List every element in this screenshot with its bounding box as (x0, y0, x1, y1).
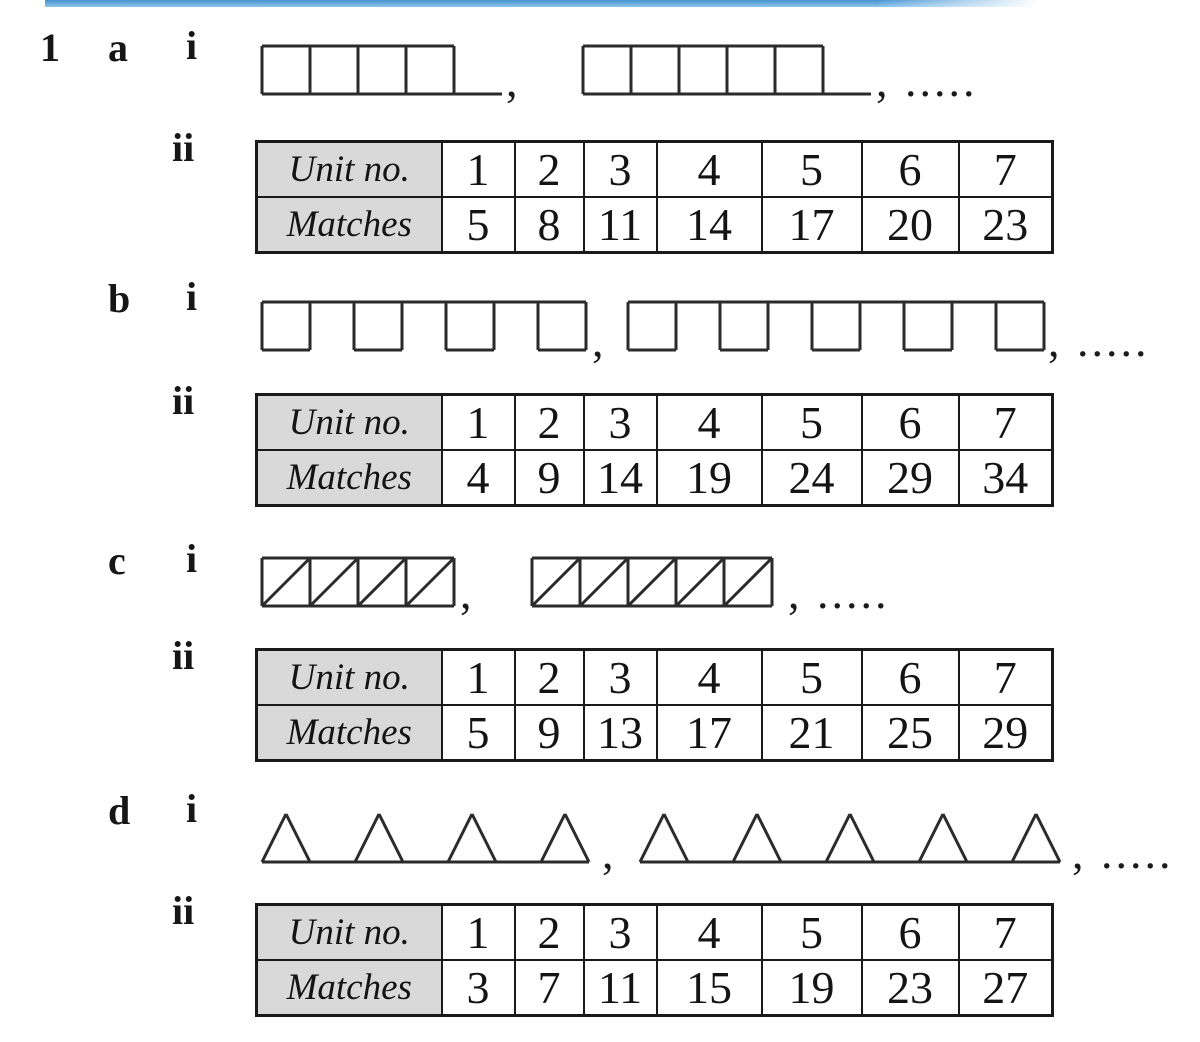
unit-no-value-cell: 4 (657, 905, 762, 961)
matches-value-cell: 23 (959, 197, 1053, 253)
unit-no-value-cell: 4 (657, 142, 762, 198)
unit-no-value-cell: 1 (442, 650, 515, 706)
unit-no-value-cell: 7 (959, 905, 1053, 961)
matches-value-cell: 11 (584, 197, 657, 253)
sub-label-a-i: i (186, 23, 198, 68)
unit-no-value-cell: 1 (442, 142, 515, 198)
unit-no-value-cell: 2 (515, 142, 584, 198)
unit-no-value-cell: 4 (657, 650, 762, 706)
unit-no-header-cell: Unit no. (257, 395, 442, 451)
part-label-d: d (108, 788, 131, 833)
matches-value-cell: 7 (515, 960, 584, 1016)
matches-value-cell: 20 (862, 197, 959, 253)
sub-label-c-ii: ii (172, 633, 195, 678)
figure-a-joined-squares (260, 40, 940, 111)
unit-no-value-cell: 3 (584, 650, 657, 706)
unit-no-value-cell: 3 (584, 905, 657, 961)
comma: , (602, 827, 617, 878)
unit-no-row (257, 395, 1053, 451)
unit-no-value-cell: 2 (515, 395, 584, 451)
unit-no-value-cell: 5 (762, 395, 862, 451)
matches-value-cell: 19 (657, 450, 762, 506)
sub-label-a-ii: ii (172, 125, 195, 170)
matches-value-cell: 24 (762, 450, 862, 506)
matches-value-cell: 14 (657, 197, 762, 253)
matches-value-cell: 14 (584, 450, 657, 506)
matches-value-cell: 11 (584, 960, 657, 1016)
unit-no-row (257, 905, 1053, 961)
sub-label-d-i: i (186, 786, 198, 831)
unit-no-value-cell: 2 (515, 650, 584, 706)
unit-no-value-cell: 5 (762, 905, 862, 961)
matches-value-cell: 9 (515, 450, 584, 506)
part-label-c: c (108, 538, 126, 583)
unit-no-value-cell: 6 (862, 142, 959, 198)
unit-no-value-cell: 1 (442, 905, 515, 961)
part-label-b: b (108, 276, 131, 321)
matches-value-cell: 5 (442, 705, 515, 761)
matches-header-cell: Matches (257, 450, 442, 506)
matches-value-cell: 17 (762, 197, 862, 253)
sub-label-d-ii: ii (172, 888, 195, 933)
matches-value-cell: 5 (442, 197, 515, 253)
table-a-unit-matches (255, 140, 1054, 254)
unit-no-row (257, 650, 1053, 706)
matches-value-cell: 21 (762, 705, 862, 761)
unit-no-value-cell: 3 (584, 142, 657, 198)
matches-row (257, 450, 1053, 506)
unit-no-value-cell: 1 (442, 395, 515, 451)
unit-no-header-cell: Unit no. (257, 650, 442, 706)
matches-value-cell: 19 (762, 960, 862, 1016)
matches-value-cell: 3 (442, 960, 515, 1016)
unit-no-value-cell: 5 (762, 650, 862, 706)
ellipsis: , ..... (1048, 315, 1150, 366)
unit-no-value-cell: 7 (959, 650, 1053, 706)
figure-b-spaced-squares (260, 298, 1060, 366)
matches-value-cell: 27 (959, 960, 1053, 1016)
matches-value-cell: 4 (442, 450, 515, 506)
unit-no-value-cell: 7 (959, 142, 1053, 198)
matches-value-cell: 8 (515, 197, 584, 253)
matches-value-cell: 29 (959, 705, 1053, 761)
matchstick-diagram-svg (260, 554, 820, 618)
matches-header-cell: Matches (257, 197, 442, 253)
unit-no-row (257, 142, 1053, 198)
matches-row (257, 197, 1053, 253)
unit-no-value-cell: 7 (959, 395, 1053, 451)
sub-label-b-ii: ii (172, 378, 195, 423)
figure-c-diagonal-squares (260, 554, 820, 619)
matches-value-cell: 15 (657, 960, 762, 1016)
matches-row (257, 705, 1053, 761)
matches-value-cell: 13 (584, 705, 657, 761)
table-d-unit-matches (255, 903, 1054, 1017)
matchstick-diagram-svg (260, 298, 1060, 358)
comma: , (460, 567, 475, 618)
unit-no-value-cell: 3 (584, 395, 657, 451)
part-label-a: a (108, 25, 128, 70)
matches-row (257, 960, 1053, 1016)
sub-label-b-i: i (186, 274, 198, 319)
matches-header-cell: Matches (257, 960, 442, 1016)
matchstick-diagram-svg (260, 40, 940, 106)
unit-no-value-cell: 4 (657, 395, 762, 451)
accent-bar (45, 0, 1058, 7)
sub-label-c-i: i (186, 536, 198, 581)
comma: , (506, 55, 521, 106)
matches-value-cell: 29 (862, 450, 959, 506)
matches-value-cell: 9 (515, 705, 584, 761)
question-number: 1 (40, 25, 60, 70)
matches-header-cell: Matches (257, 705, 442, 761)
unit-no-value-cell: 6 (862, 395, 959, 451)
unit-no-value-cell: 6 (862, 905, 959, 961)
table-b-unit-matches (255, 393, 1054, 507)
unit-no-value-cell: 6 (862, 650, 959, 706)
matches-value-cell: 17 (657, 705, 762, 761)
unit-no-header-cell: Unit no. (257, 905, 442, 961)
matches-value-cell: 25 (862, 705, 959, 761)
unit-no-value-cell: 5 (762, 142, 862, 198)
matches-value-cell: 34 (959, 450, 1053, 506)
ellipsis: , ..... (876, 55, 978, 106)
unit-no-value-cell: 2 (515, 905, 584, 961)
matches-value-cell: 23 (862, 960, 959, 1016)
comma: , (592, 315, 607, 366)
ellipsis: , ..... (1072, 827, 1174, 878)
figure-d-triangles (260, 806, 1090, 877)
table-c-unit-matches (255, 648, 1054, 762)
ellipsis: , ..... (788, 567, 890, 618)
unit-no-header-cell: Unit no. (257, 142, 442, 198)
matchstick-diagram-svg (260, 806, 1090, 872)
